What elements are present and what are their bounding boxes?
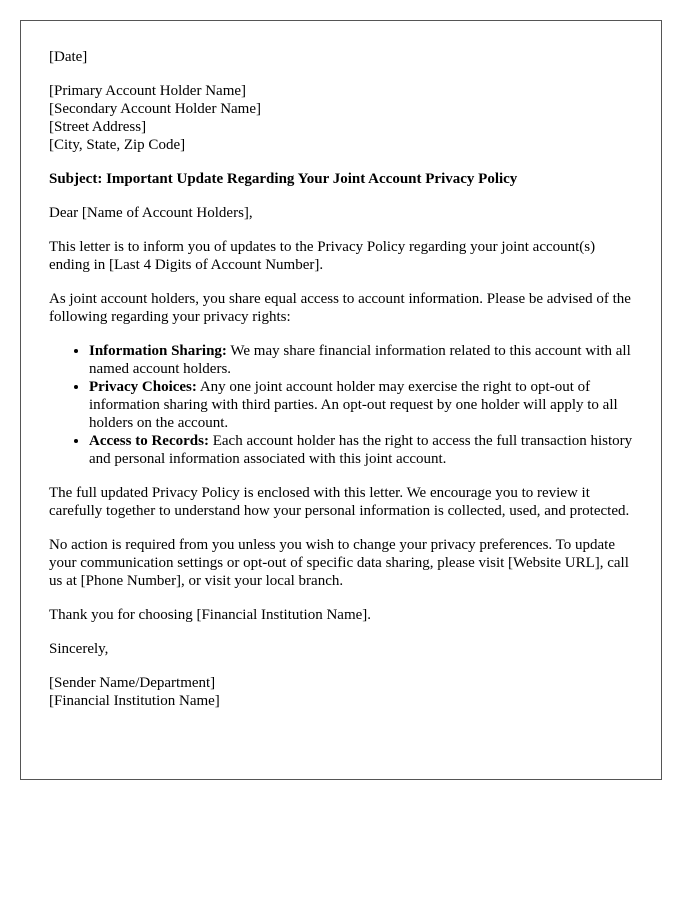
letter-closing: Sincerely, [49, 641, 109, 657]
sender-name-department: [Sender Name/Department] [49, 675, 216, 691]
thanks-paragraph: Thank you for choosing [Financial Institution Name]. [49, 607, 372, 623]
rights-intro-paragraph: As joint account holders, you share equal access to account information. Please be advised of the following regarding your privacy rights: [49, 291, 631, 325]
recipient-address-block [49, 82, 633, 154]
privacy-right-text: Each account holder has the right to access the full transaction history and personal information associated with this joint account. [89, 433, 633, 467]
recipient-street-address: [Street Address] [49, 119, 147, 135]
recipient-city-state-zip: [City, State, Zip Code] [49, 137, 186, 153]
letter-subject: Subject: Important Update Regarding Your Joint Account Privacy Policy [49, 171, 518, 187]
privacy-right-text: We may share financial information related to this account with all named account holders. [89, 343, 631, 377]
intro-paragraph: This letter is to inform you of updates to the Privacy Policy regarding your joint account(s) ending in [Last 4 Digits of Account Number]. [49, 239, 596, 273]
signature-block [49, 674, 633, 710]
enclosed-policy-paragraph: The full updated Privacy Policy is enclosed with this letter. We encourage you to review it carefully together to understand how your personal information is collected, used, and protected. [49, 485, 630, 519]
privacy-right-term: Information Sharing: [89, 343, 227, 359]
recipient-primary-name: [Primary Account Holder Name] [49, 83, 247, 99]
privacy-right-term: Privacy Choices: [89, 379, 197, 395]
action-paragraph: No action is required from you unless you wish to change your privacy preferences. To update your communication settings or opt-out of specific data sharing, please visit [Website URL], call us at [Phone Number], or visit your local branch. [49, 537, 629, 589]
privacy-rights-list [49, 342, 633, 468]
letter-date: [Date] [49, 49, 88, 65]
sender-institution-name: [Financial Institution Name] [49, 693, 220, 709]
letter-salutation: Dear [Name of Account Holders], [49, 205, 253, 221]
privacy-right-term: Access to Records: [89, 433, 209, 449]
privacy-right-item [89, 432, 633, 468]
privacy-right-item [89, 342, 633, 378]
privacy-right-text: Any one joint account holder may exercise the right to opt-out of information sharing with third parties. An opt-out request by one holder will apply to all holders on the account. [89, 379, 618, 431]
recipient-secondary-name: [Secondary Account Holder Name] [49, 101, 262, 117]
letter-page [20, 20, 662, 780]
privacy-right-item [89, 378, 633, 432]
